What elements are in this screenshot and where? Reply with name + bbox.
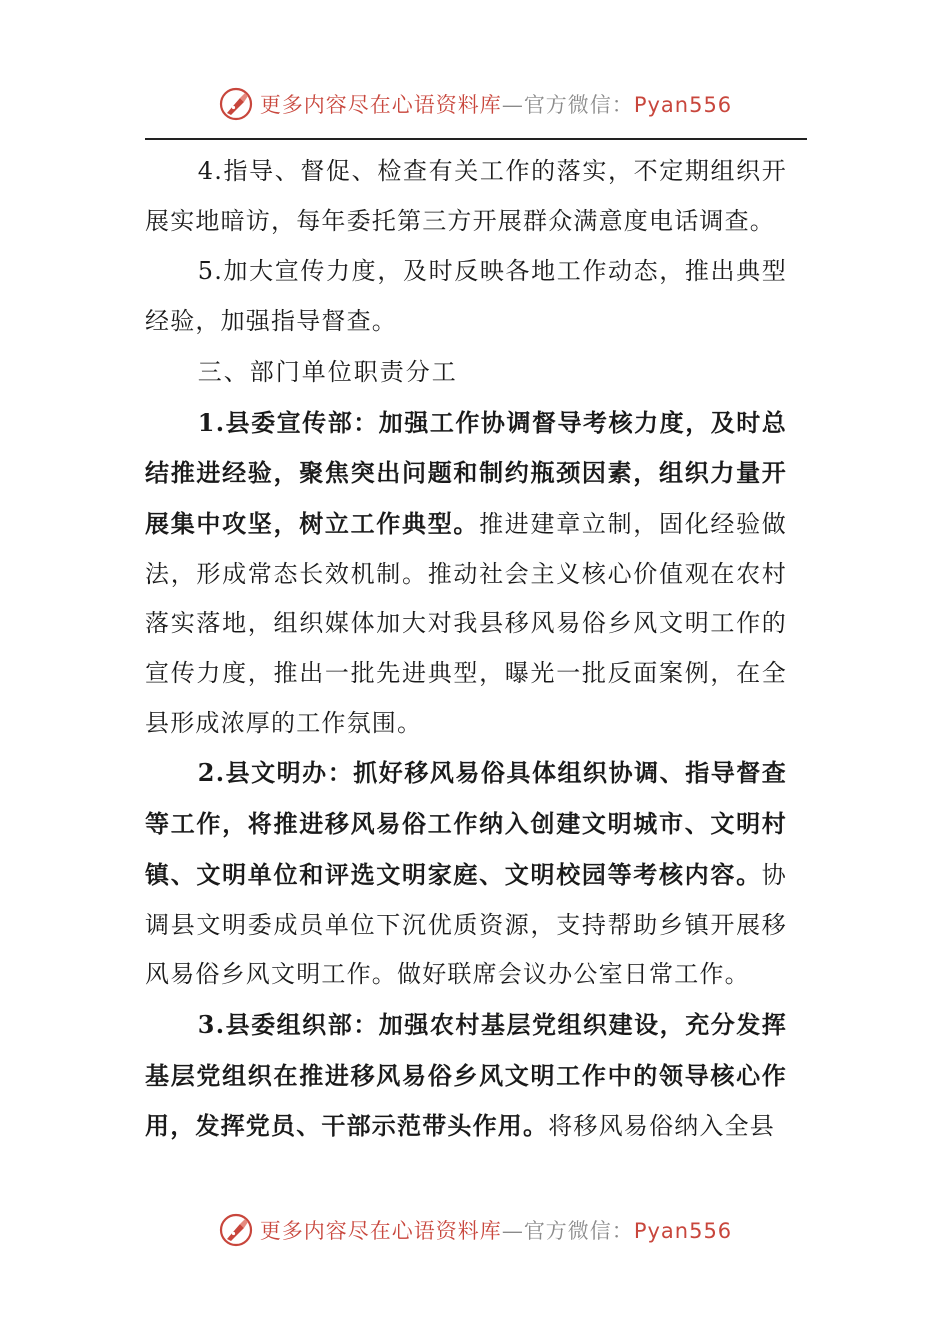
document-body: [145, 146, 787, 1152]
paragraph-bold-lead: 3.县委组织部：加强农村基层党组织建设，充分发挥基层党组织在推进移风易俗乡风文明工作中的领导核心作用，发挥党员、干部示范带头作用。: [145, 1009, 787, 1141]
paragraph-text: 协调县文明委成员单位下沉优质资源，支持帮助乡镇开展移风易俗乡风文明工作。做好联席会议办公室日常工作。: [145, 860, 787, 989]
paragraph-text: 推进建章立制，固化经验做法，形成常态长效机制。推动社会主义核心价值观在农村落实落地，组织媒体加大对我县移风易俗乡风文明工作的宣传力度，推出一批先进典型，曝光一批反面案例，在全县形成浓厚的工作氛围。: [145, 509, 787, 737]
paragraph-propaganda-dept: [145, 398, 787, 749]
paragraph-text: 5.加大宣传力度，及时反映各地工作动态，推出典型经验，加强指导督查。: [145, 257, 787, 336]
header-divider: [145, 138, 807, 140]
watermark-text: [260, 1215, 732, 1245]
watermark-separator: —: [501, 93, 524, 117]
pen-nib-logo-icon: [218, 1212, 254, 1248]
section-heading: [145, 347, 787, 398]
watermark-wechat-id: Pyan556: [633, 1219, 733, 1243]
footer-watermark: [0, 1208, 950, 1252]
watermark-site-text: 更多内容尽在心语资料库: [259, 1219, 502, 1243]
section-heading-text: 三、部门单位职责分工: [197, 357, 458, 386]
paragraph-bold-lead: 2.县文明办：抓好移风易俗具体组织协调、指导督查等工作，将推进移风易俗工作纳入创建文明城市、文明村镇、文明单位和评选文明家庭、文明校园等考核内容。: [145, 758, 787, 889]
paragraph-text: 4.指导、督促、检查有关工作的落实，不定期组织开展实地暗访，每年委托第三方开展群众满意度电话调查。: [145, 157, 787, 235]
watermark-wechat-label: 官方微信：: [523, 93, 634, 117]
paragraph-item-5: [145, 246, 787, 346]
paragraph-bold-lead: 1.县委宣传部：加强工作协调督导考核力度，及时总结推进经验，聚焦突出问题和制约瓶颈因素，组织力量开展集中攻坚，树立工作典型。: [145, 407, 787, 538]
watermark-text: [260, 89, 732, 119]
header-watermark: [0, 82, 950, 126]
watermark-wechat-label: 官方微信：: [523, 1219, 634, 1243]
pen-nib-logo-icon: [218, 86, 254, 122]
paragraph-item-4: [145, 146, 787, 246]
paragraph-organization-dept: [145, 1000, 787, 1152]
paragraph-text: 将移风易俗纳入全县: [548, 1112, 776, 1141]
watermark-wechat-id: Pyan556: [633, 93, 733, 117]
paragraph-civilization-office: [145, 748, 787, 1000]
watermark-site-text: 更多内容尽在心语资料库: [259, 93, 502, 117]
watermark-separator: —: [501, 1219, 524, 1243]
